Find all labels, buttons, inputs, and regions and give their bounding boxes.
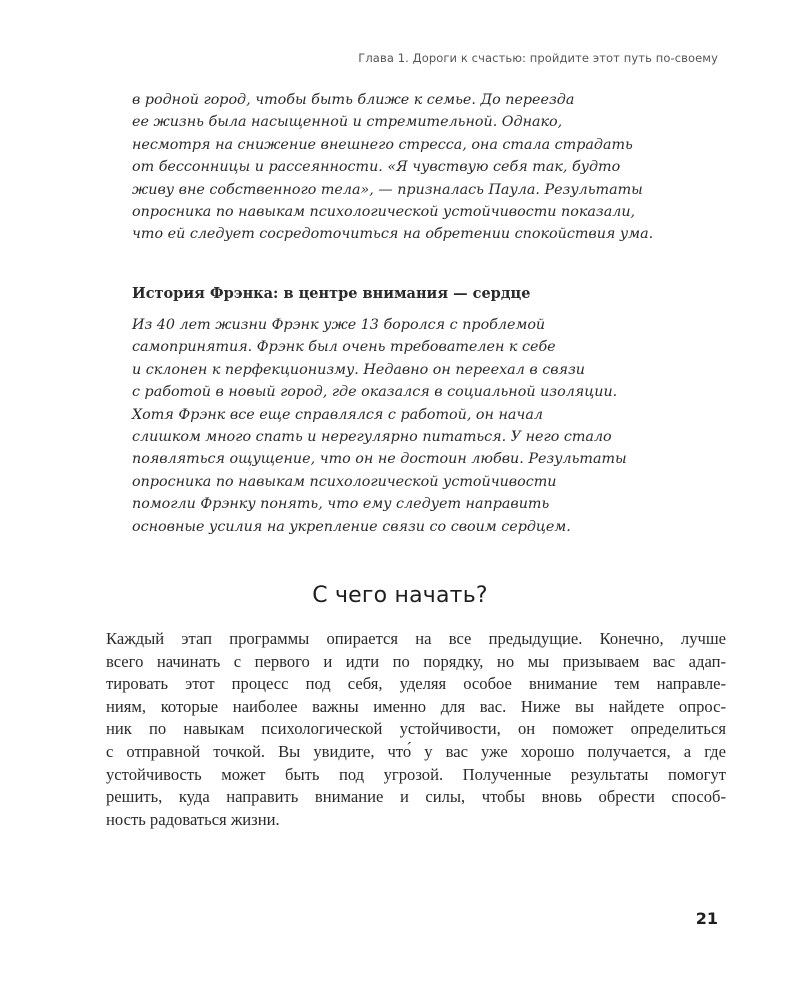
story-frank-text <box>132 314 732 538</box>
body-line: с отправной точкой. Вы увидите, что́ у вас уже хорошо получается, а где <box>106 741 726 761</box>
story-line: с работой в новый город, где оказался в социальной изоляции. <box>132 384 618 401</box>
section-body-text <box>106 628 726 831</box>
story-line: слишком много спать и нерегулярно питаться. У него стало <box>132 429 612 446</box>
story-line: ее жизнь была насыщенной и стремительной. Однако, <box>132 114 563 131</box>
story-line: Из 40 лет жизни Фрэнк уже 13 боролся с проблемой <box>132 317 546 333</box>
story-paula-text <box>132 89 732 246</box>
story-line: основные усилия на укрепление связи со своим сердцем. <box>132 518 571 535</box>
section-heading: С чего начать? <box>312 583 488 608</box>
body-line: устойчивость может быть под угрозой. Полученные результаты помогут <box>106 764 726 784</box>
body-line: решить, куда направить внимание и силы, чтобы вновь обрести способ- <box>106 787 726 807</box>
body-line: ник по навыкам психологической устойчивости, он поможет определиться <box>106 719 726 739</box>
story-line: Хотя Фрэнк все еще справлялся с работой, он начал <box>132 406 543 423</box>
story-line: опросника по навыкам психологической устойчивости <box>132 473 557 490</box>
body-line: ниям, которые наиболее важны именно для вас. Ниже вы найдете опрос- <box>106 696 726 716</box>
story-line: несмотря на снижение внешнего стресса, она стала страдать <box>132 136 633 153</box>
body-line: всего начинать с первого и идти по порядку, но мы призываем вас адап- <box>106 651 726 671</box>
story-line: живу вне собственного тела», — призналась Паула. Результаты <box>132 181 643 198</box>
story-line: опросника по навыкам психологической устойчивости показали, <box>132 204 636 221</box>
body-line: тировать этот процесс под себя, уделяя особое внимание тем направле- <box>106 674 726 694</box>
story-line: помогли Фрэнку понять, что ему следует направить <box>132 496 550 513</box>
page-number: 21 <box>695 909 718 928</box>
story-line: от бессонницы и рассеянности. «Я чувствую себя так, будто <box>132 159 621 176</box>
story-line: и склонен к перфекционизму. Недавно он переехал в связи <box>132 361 586 378</box>
story-line: в родной город, чтобы быть ближе к семье. До переезда <box>132 92 575 108</box>
story-line: самопринятия. Фрэнк был очень требователен к себе <box>132 339 556 356</box>
body-line: ность радоваться жизни. <box>106 809 280 829</box>
story-line: появляться ощущение, что он не достоин любви. Результаты <box>132 451 627 468</box>
body-line: Каждый этап программы опирается на все предыдущие. Конечно, лучше <box>106 629 726 648</box>
running-head: Глава 1. Дороги к счастью: пройдите этот путь по-своему <box>358 51 718 65</box>
story-frank-heading: История Фрэнка: в центре внимания — сердце <box>132 285 531 302</box>
story-line: что ей следует сосредоточиться на обретении спокойствия ума. <box>132 226 654 243</box>
